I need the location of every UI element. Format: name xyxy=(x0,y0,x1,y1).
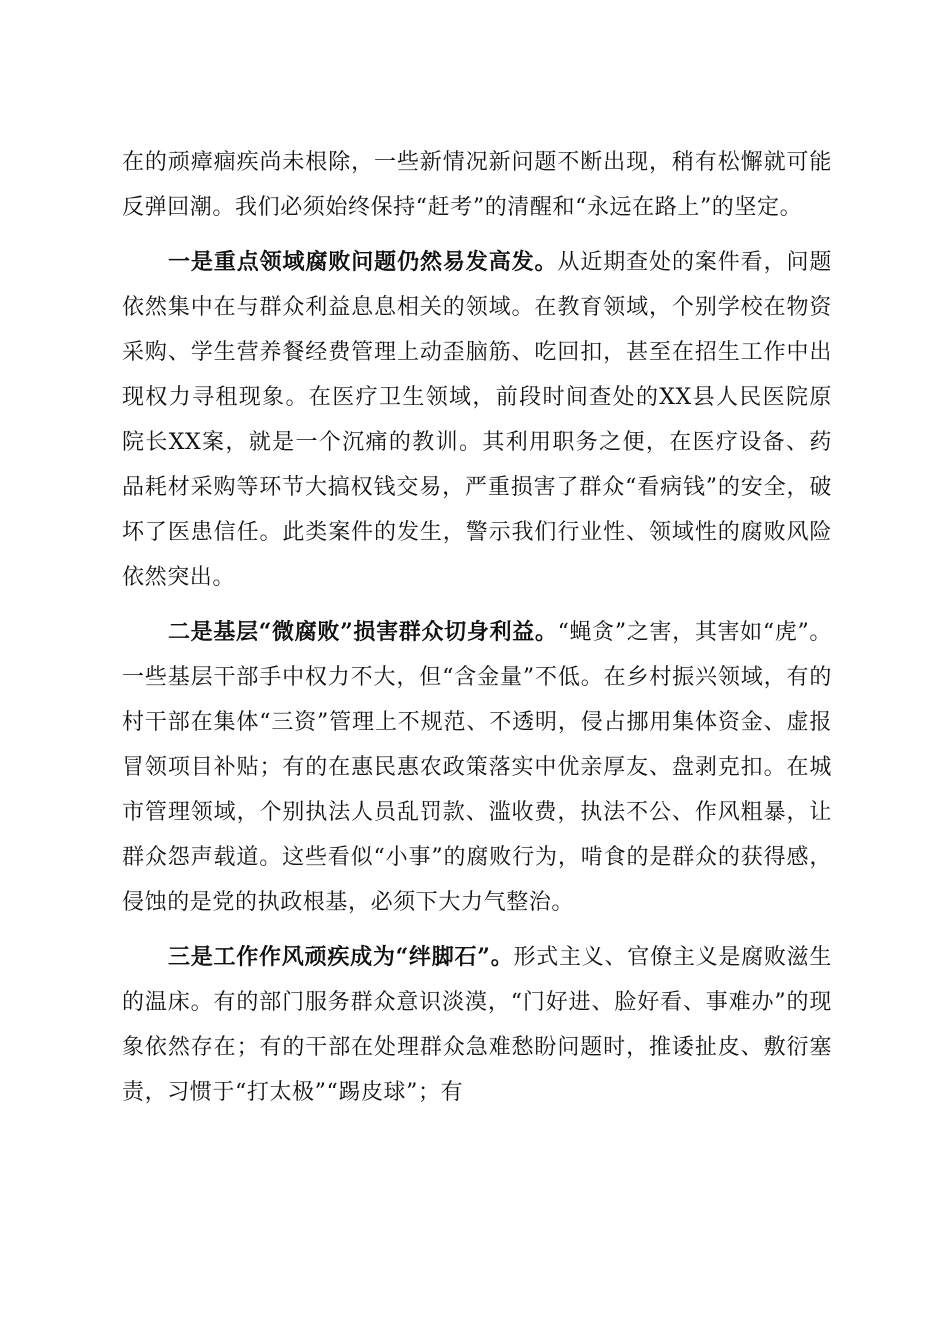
paragraph-text: “蝇贪”之害，其害如“虎”。一些基层干部手中权力不大，但“含金量”不低。在乡村振兴领域，有的村干部在集体“三资”管理上不规范、不透明，侵占挪用集体资金、虚报冒领项目补贴；有的在惠民惠农政策落实中优亲厚友、盘剥克扣。在城市管理领域，个别执法人员乱罚款、滥收费，执法不公、作风粗暴，让群众怨声载道。这些看似“小事”的腐败行为，啃食的是群众的获得感，侵蚀的是党的执政根基，必须下大力气整治。 xyxy=(122,620,832,915)
paragraph-micro-corruption xyxy=(122,610,832,925)
paragraph-text: 形式主义、官僚主义是腐败滋生的温床。有的部门服务群众意识淡漠，“门好进、脸好看、事难办”的现象依然存在；有的干部在处理群众急难愁盼问题时，推诿扯皮、敷衍塞责，习惯于“打太极”“踢皮球”；有 xyxy=(122,945,832,1105)
paragraph-text: 在的顽瘴痼疾尚未根除，一些新情况新问题不断出现，稍有松懈就可能反弹回潮。我们必须始终保持“赶考”的清醒和“永远在路上”的坚定。 xyxy=(122,150,832,220)
paragraph-lead: 一是重点领域腐败问题仍然易发高发。 xyxy=(168,249,558,275)
paragraph-key-areas xyxy=(122,240,832,600)
paragraph-work-style xyxy=(122,935,832,1115)
paragraph-lead: 二是基层“微腐败”损害群众切身利益。 xyxy=(168,619,558,645)
paragraph-text: 从近期查处的案件看，问题依然集中在与群众利益息息相关的领域。在教育领域，个别学校在物资采购、学生营养餐经费管理上动歪脑筋、吃回扣，甚至在招生工作中出现权力寻租现象。在医疗卫生领域，前段时间查处的XX县人民医院原院长XX案，就是一个沉痛的教训。其利用职务之便，在医疗设备、药品耗材采购等环节大搞权钱交易，严重损害了群众“看病钱”的安全，破坏了医患信任。此类案件的发生，警示我们行业性、领域性的腐败风险依然突出。 xyxy=(122,250,832,590)
body-text xyxy=(122,140,832,1125)
paragraph-lead: 三是工作作风顽疾成为“绊脚石”。 xyxy=(168,944,514,970)
paragraph-continuation xyxy=(122,140,832,230)
